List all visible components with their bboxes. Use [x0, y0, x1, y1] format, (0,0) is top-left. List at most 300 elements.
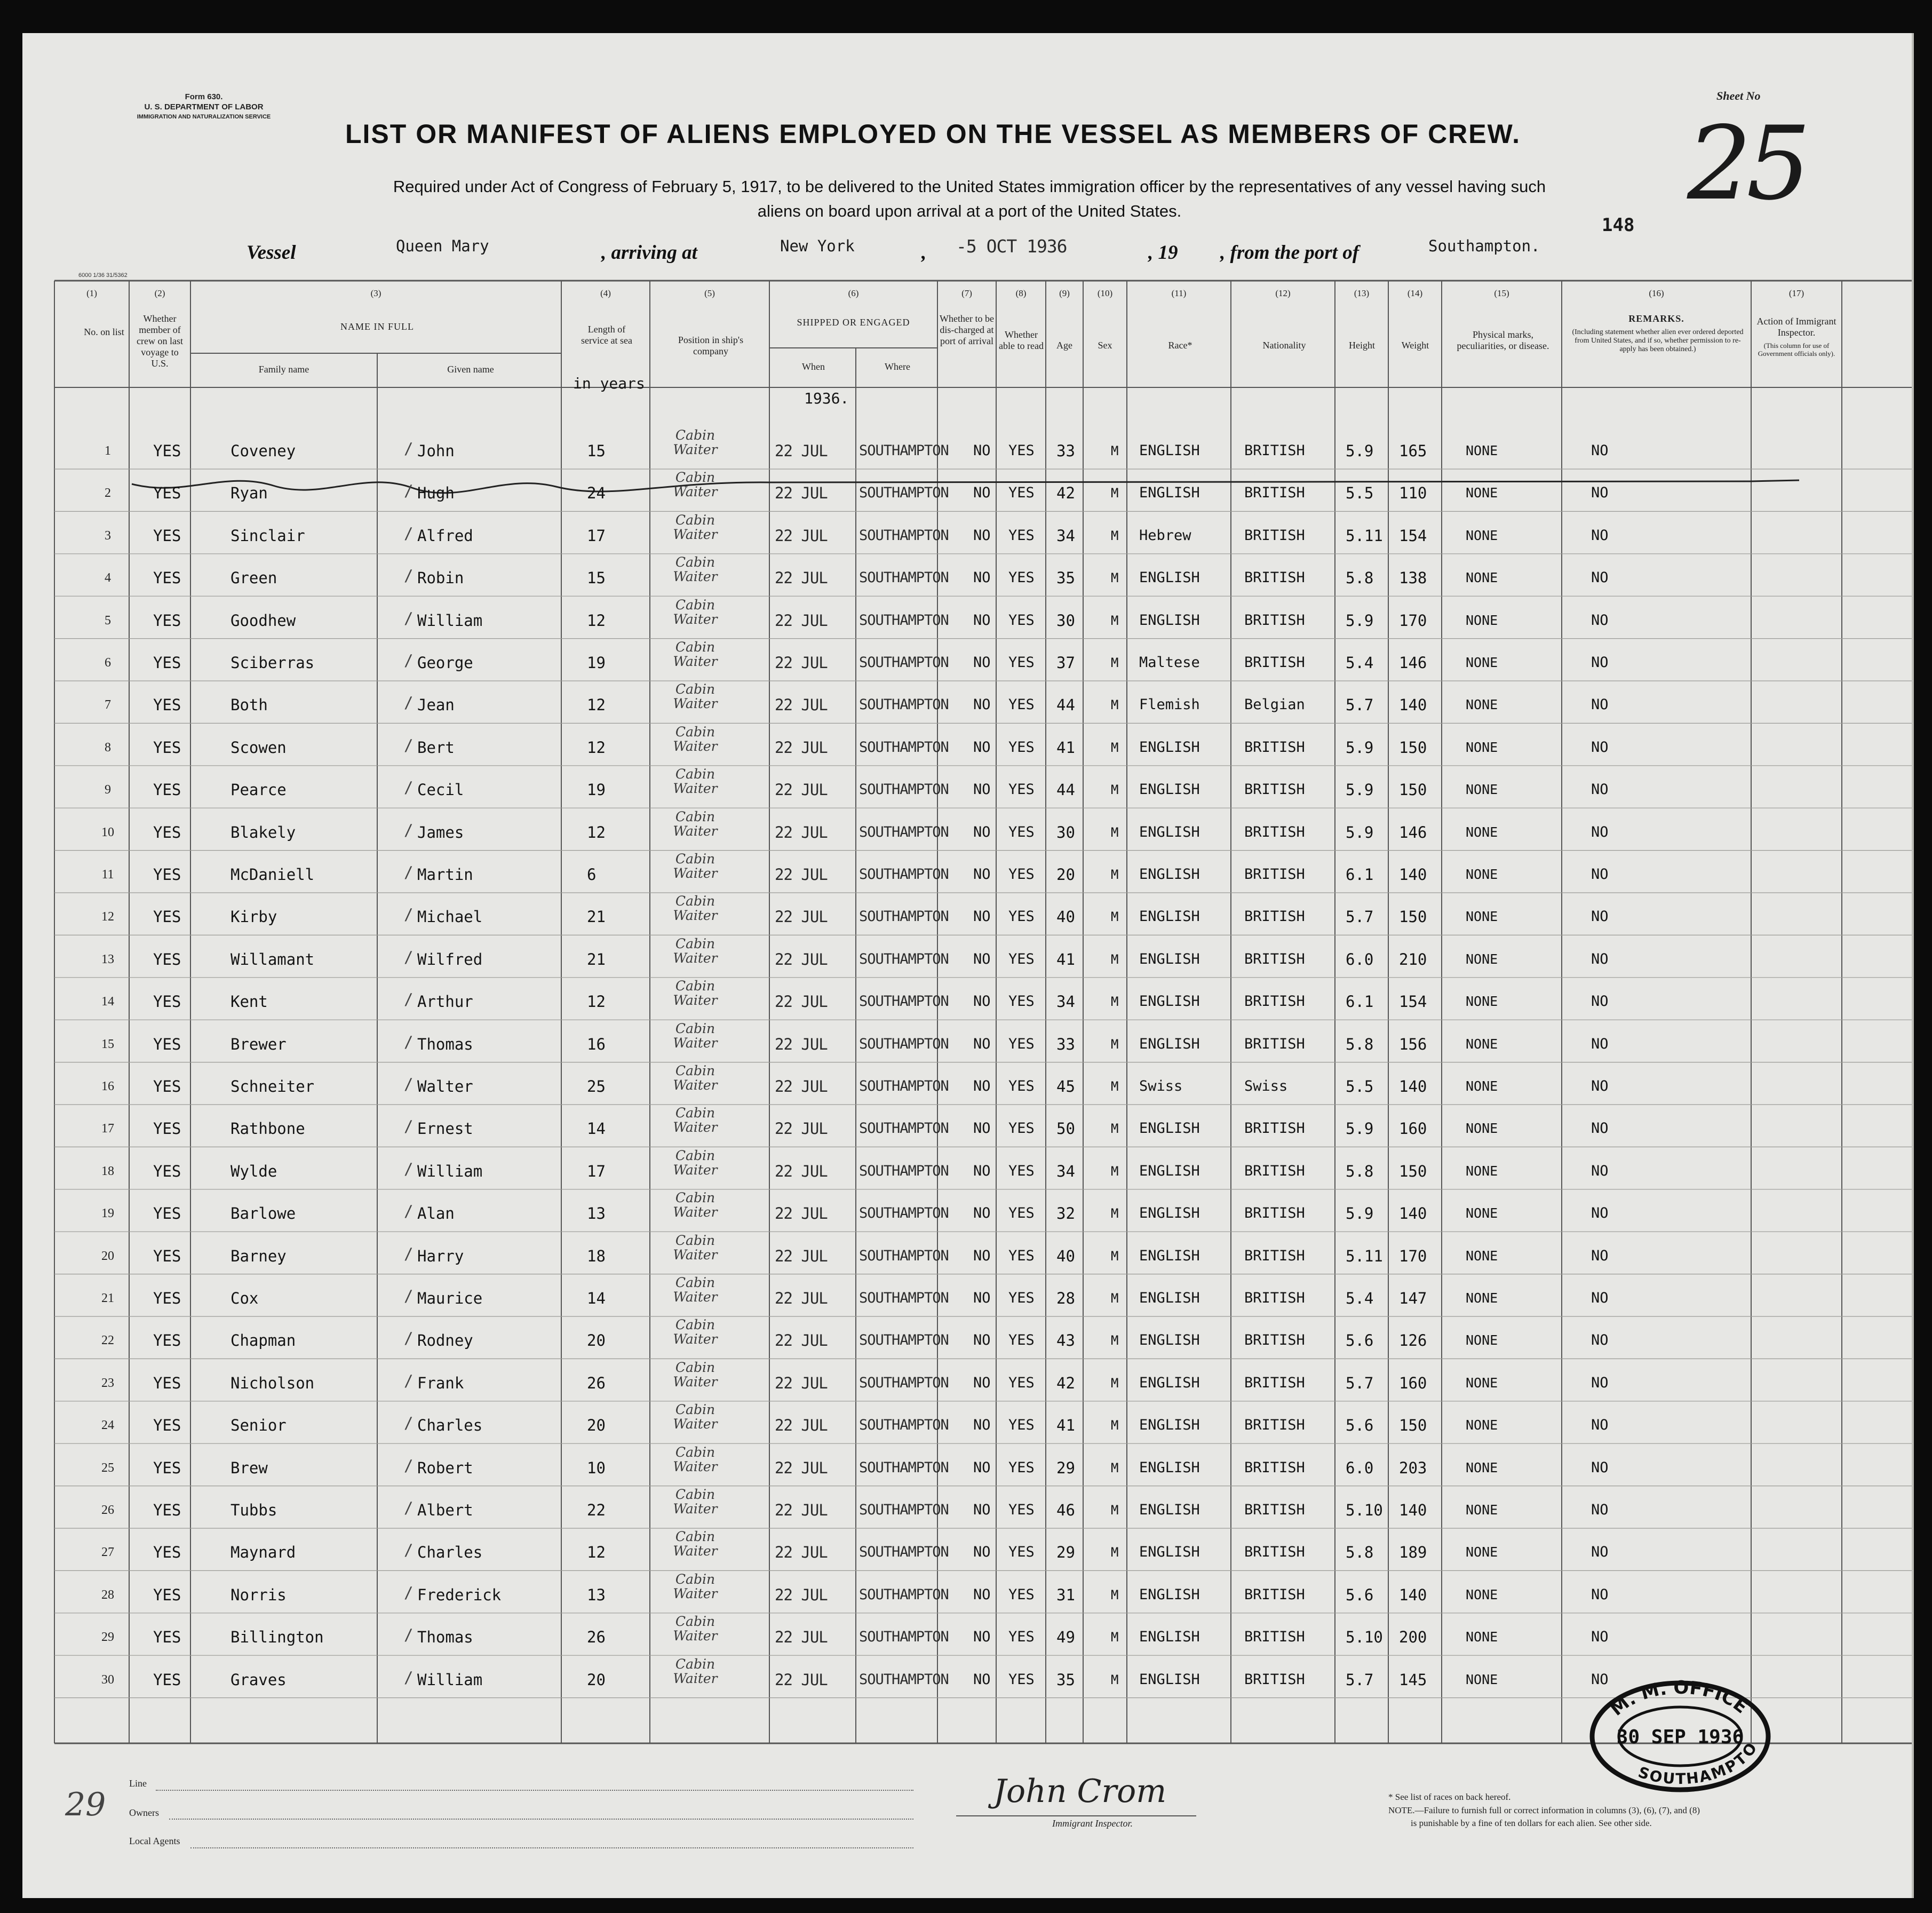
remarks-cell: NO [1591, 1290, 1609, 1306]
row-number: 26 [101, 1503, 114, 1517]
shipped-where-cell: SOUTHAMPTON [859, 1671, 949, 1688]
row-number: 13 [101, 952, 114, 966]
position-cell: Cabin Waiter [673, 766, 718, 797]
shipped-when-cell: 22 JUL [775, 696, 828, 715]
able-to-read-cell: YES [1008, 993, 1035, 1010]
shipped-when-cell: 22 JUL [775, 1035, 828, 1053]
position-cell: Cabin Waiter [673, 1190, 718, 1220]
height-cell: 5.7 [1346, 908, 1374, 926]
shipped-when-cell: 22 JUL [775, 1162, 828, 1180]
family-name-cell: Rathbone [230, 1120, 305, 1138]
shipped-when-cell: 22 JUL [775, 526, 828, 545]
shipped-when-cell: 22 JUL [775, 569, 828, 588]
weight-cell: 160 [1399, 1374, 1427, 1392]
row-number: 25 [101, 1460, 114, 1475]
shipped-when-cell: 22 JUL [775, 1416, 828, 1435]
ditto-tick: / [404, 1287, 414, 1305]
sex-cell: M [1111, 1375, 1119, 1391]
given-name-cell: Alan [417, 1204, 455, 1223]
row-number: 7 [105, 698, 111, 712]
sex-cell: M [1111, 1503, 1119, 1518]
sex-cell: M [1111, 867, 1119, 882]
age-cell: 30 [1056, 823, 1075, 842]
ditto-tick: / [404, 1583, 414, 1602]
service-years-cell: 15 [587, 442, 606, 460]
nationality-cell: BRITISH [1244, 1290, 1305, 1306]
nationality-cell: BRITISH [1244, 1502, 1305, 1518]
position-cell: Cabin Waiter [673, 1656, 718, 1686]
race-cell: ENGLISH [1139, 485, 1200, 502]
position-cell: Cabin Waiter [673, 639, 718, 669]
given-name-cell: Martin [417, 866, 473, 884]
race-cell: ENGLISH [1139, 1374, 1200, 1391]
header-previous-voyage: Whether member of crew on last voyage to U.S. [137, 313, 183, 369]
discharged-cell: NO [973, 739, 991, 756]
nationality-cell: BRITISH [1244, 442, 1305, 459]
shipped-where-cell: SOUTHAMPTON [859, 1374, 949, 1391]
header-when: When [802, 361, 825, 372]
shipped-when-cell: 22 JUL [775, 611, 828, 630]
ditto-tick: / [404, 863, 414, 882]
row-number: 5 [105, 613, 111, 628]
nationality-cell: BRITISH [1244, 1120, 1305, 1137]
weight-cell: 150 [1399, 781, 1427, 799]
position-cell: Cabin Waiter [673, 1614, 718, 1644]
header-height: Height [1349, 340, 1375, 351]
age-cell: 29 [1056, 1458, 1075, 1477]
race-cell: ENGLISH [1139, 1247, 1200, 1264]
sex-cell: M [1111, 486, 1119, 501]
weight-cell: 165 [1399, 442, 1427, 460]
shipped-where-cell: SOUTHAMPTON [859, 1586, 949, 1603]
height-cell: 5.8 [1346, 1035, 1374, 1053]
arrival-date-stamp: -5 OCT 1936 [956, 236, 1067, 257]
weight-cell: 150 [1399, 1416, 1427, 1435]
row-number: 4 [105, 571, 111, 585]
service-years-cell: 25 [587, 1077, 606, 1096]
remarks-cell: NO [1591, 569, 1609, 586]
physical-marks-cell: NONE [1466, 1671, 1498, 1687]
race-cell: Hebrew [1139, 527, 1191, 544]
remarks-cell: NO [1591, 1332, 1609, 1349]
shipped-when-cell: 22 JUL [775, 1077, 828, 1096]
weight-cell: 146 [1399, 823, 1427, 842]
race-cell: ENGLISH [1139, 569, 1200, 586]
discharged-cell: NO [973, 1502, 991, 1518]
able-to-read-cell: YES [1008, 612, 1035, 629]
discharged-cell: NO [973, 908, 991, 925]
physical-marks-cell: NONE [1466, 1078, 1498, 1094]
race-cell: ENGLISH [1139, 1332, 1200, 1349]
header-sex: Sex [1098, 340, 1112, 351]
column-number: (14) [1407, 288, 1423, 298]
position-cell: Cabin Waiter [673, 1529, 718, 1559]
sex-cell: M [1111, 1460, 1119, 1475]
previous-voyage-cell: YES [153, 442, 181, 460]
service-years-cell: 19 [587, 781, 606, 799]
service-years-cell: 14 [587, 1289, 606, 1307]
sex-cell: M [1111, 1291, 1119, 1306]
discharged-cell: NO [973, 1120, 991, 1137]
remarks-cell: NO [1591, 1459, 1609, 1476]
height-cell: 5.5 [1346, 484, 1374, 503]
remarks-cell: NO [1591, 1502, 1609, 1518]
previous-voyage-cell: YES [153, 1035, 181, 1053]
ditto-tick: / [404, 482, 414, 501]
family-name-cell: Barney [230, 1247, 287, 1265]
shipped-when-cell: 22 JUL [775, 908, 828, 926]
weight-cell: 126 [1399, 1331, 1427, 1350]
remarks-cell: NO [1591, 1035, 1609, 1052]
column-number: (7) [961, 288, 972, 298]
row-number: 29 [101, 1630, 114, 1645]
able-to-read-cell: YES [1008, 485, 1035, 502]
year-label: , 19 [1148, 242, 1178, 264]
physical-marks-cell: NONE [1466, 485, 1498, 501]
family-name-cell: Schneiter [230, 1077, 315, 1096]
position-cell: Cabin Waiter [673, 1063, 718, 1093]
remarks-cell: NO [1591, 950, 1609, 967]
sex-cell: M [1111, 951, 1119, 967]
service-years-cell: 13 [587, 1585, 606, 1604]
age-cell: 20 [1056, 866, 1075, 884]
weight-cell: 138 [1399, 569, 1427, 588]
position-cell: Cabin Waiter [673, 724, 718, 754]
previous-voyage-cell: YES [153, 1120, 181, 1138]
race-cell: ENGLISH [1139, 1120, 1200, 1137]
age-cell: 34 [1056, 993, 1075, 1011]
age-cell: 41 [1056, 1416, 1075, 1435]
position-cell: Cabin Waiter [673, 1444, 718, 1474]
ditto-tick: / [404, 609, 414, 628]
given-name-cell: Charles [417, 1543, 483, 1562]
age-cell: 44 [1056, 781, 1075, 799]
given-name-cell: Cecil [417, 781, 464, 799]
discharged-cell: NO [973, 1247, 991, 1264]
able-to-read-cell: YES [1008, 1417, 1035, 1434]
given-name-cell: Robert [417, 1458, 473, 1477]
shipped-where-cell: SOUTHAMPTON [859, 823, 949, 840]
able-to-read-cell: YES [1008, 1078, 1035, 1094]
height-cell: 5.9 [1346, 442, 1374, 460]
weight-cell: 110 [1399, 484, 1427, 503]
remarks-cell: NO [1591, 1078, 1609, 1094]
race-cell: ENGLISH [1139, 823, 1200, 840]
height-cell: 6.1 [1346, 866, 1374, 884]
service-years-cell: 26 [587, 1628, 606, 1647]
nationality-cell: BRITISH [1244, 612, 1305, 629]
shipped-where-cell: SOUTHAMPTON [859, 1459, 949, 1476]
weight-cell: 160 [1399, 1120, 1427, 1138]
family-name-cell: Brewer [230, 1035, 287, 1053]
row-number: 24 [101, 1418, 114, 1433]
previous-voyage-cell: YES [153, 908, 181, 926]
family-name-cell: Brew [230, 1458, 268, 1477]
position-cell: Cabin Waiter [673, 935, 718, 966]
given-name-cell: Wilfred [417, 950, 483, 969]
family-name-cell: Both [230, 696, 268, 715]
age-cell: 50 [1056, 1120, 1075, 1138]
physical-marks-cell: NONE [1466, 1586, 1498, 1602]
nationality-cell: BRITISH [1244, 485, 1305, 502]
discharged-cell: NO [973, 442, 991, 459]
remarks-cell: NO [1591, 1162, 1609, 1179]
column-number: (5) [704, 288, 715, 298]
header-name-in-full: NAME IN FULL [340, 321, 414, 332]
remarks-cell: NO [1591, 1120, 1609, 1137]
previous-voyage-cell: YES [153, 950, 181, 969]
discharged-cell: NO [973, 1162, 991, 1179]
race-cell: ENGLISH [1139, 950, 1200, 967]
service-years-cell: 16 [587, 1035, 606, 1053]
sheet-number-label: Sheet No [1716, 89, 1761, 102]
weight-cell: 140 [1399, 1585, 1427, 1604]
height-cell: 5.4 [1346, 654, 1374, 672]
given-name-cell: Thomas [417, 1035, 473, 1053]
sex-cell: M [1111, 1333, 1119, 1348]
physical-marks-cell: NONE [1466, 1544, 1498, 1560]
departure-port: Southampton. [1428, 237, 1540, 255]
ditto-tick: / [404, 736, 414, 755]
family-name-cell: Senior [230, 1416, 287, 1435]
given-name-cell: Rodney [417, 1331, 473, 1350]
previous-voyage-cell: YES [153, 1543, 181, 1562]
nationality-cell: BRITISH [1244, 950, 1305, 967]
able-to-read-cell: YES [1008, 1629, 1035, 1646]
physical-marks-cell: NONE [1466, 1205, 1498, 1221]
header-weight: Weight [1401, 340, 1429, 351]
sex-cell: M [1111, 782, 1119, 798]
header-remarks: REMARKS. [1628, 313, 1684, 324]
weight-cell: 150 [1399, 1162, 1427, 1180]
weight-cell: 140 [1399, 1204, 1427, 1223]
nationality-cell: BRITISH [1244, 527, 1305, 544]
able-to-read-cell: YES [1008, 696, 1035, 713]
position-cell: Cabin Waiter [673, 1232, 718, 1263]
ditto-tick: / [404, 1202, 414, 1221]
race-cell: Maltese [1139, 654, 1200, 671]
position-cell: Cabin Waiter [673, 1275, 718, 1305]
shipped-where-cell: SOUTHAMPTON [859, 993, 949, 1010]
remarks-cell: NO [1591, 1544, 1609, 1561]
ditto-tick: / [404, 1160, 414, 1178]
vessel-label: Vessel [247, 242, 296, 264]
position-cell: Cabin Waiter [673, 554, 718, 585]
agents-underline [190, 1847, 913, 1848]
header-position: Position in ship's company [678, 335, 744, 356]
physical-marks-cell: NONE [1466, 1629, 1498, 1645]
ditto-tick: / [404, 1371, 414, 1390]
physical-marks-cell: NONE [1466, 443, 1498, 458]
ditto-tick: / [404, 1329, 414, 1348]
weight-cell: 140 [1399, 1077, 1427, 1096]
position-cell: Cabin Waiter [673, 1020, 718, 1051]
remarks-cell: NO [1591, 442, 1609, 459]
shipped-when-cell: 22 JUL [775, 1585, 828, 1604]
shipped-where-cell: SOUTHAMPTON [859, 442, 949, 459]
race-cell: ENGLISH [1139, 1629, 1200, 1646]
race-cell: ENGLISH [1139, 993, 1200, 1010]
physical-marks-cell: NONE [1466, 612, 1498, 628]
previous-voyage-cell: YES [153, 1331, 181, 1350]
weight-cell: 189 [1399, 1543, 1427, 1562]
nationality-cell: BRITISH [1244, 1332, 1305, 1349]
previous-voyage-cell: YES [153, 611, 181, 630]
able-to-read-cell: YES [1008, 1459, 1035, 1476]
previous-voyage-cell: YES [153, 1628, 181, 1647]
weight-cell: 170 [1399, 611, 1427, 630]
nationality-cell: Belgian [1244, 696, 1305, 713]
family-name-cell: Green [230, 569, 277, 588]
ditto-tick: / [404, 524, 414, 543]
service-years-cell: 12 [587, 738, 606, 757]
service-years-cell: 17 [587, 1162, 606, 1180]
physical-marks-cell: NONE [1466, 1121, 1498, 1137]
from-port-label: , from the port of [1220, 242, 1359, 264]
shipped-where-cell: SOUTHAMPTON [859, 1247, 949, 1264]
position-cell: Cabin Waiter [673, 1105, 718, 1136]
position-cell: Cabin Waiter [673, 1359, 718, 1390]
physical-marks-cell: NONE [1466, 994, 1498, 1010]
header-action: Action of Immigrant Inspector. [1756, 316, 1836, 338]
able-to-read-cell: YES [1008, 1671, 1035, 1688]
shipped-where-cell: SOUTHAMPTON [859, 1332, 949, 1349]
family-name-cell: Pearce [230, 781, 287, 799]
header-family-name: Family name [258, 364, 309, 375]
family-name-cell: Willamant [230, 950, 315, 969]
height-cell: 5.8 [1346, 569, 1374, 588]
position-cell: Cabin Waiter [673, 512, 718, 542]
header-year-note: 1936. [804, 390, 849, 407]
given-name-cell: George [417, 654, 473, 672]
ditto-tick: / [404, 779, 414, 797]
able-to-read-cell: YES [1008, 1120, 1035, 1137]
discharged-cell: NO [973, 1459, 991, 1476]
able-to-read-cell: YES [1008, 1332, 1035, 1349]
family-name-cell: Wylde [230, 1162, 277, 1180]
discharged-cell: NO [973, 569, 991, 586]
family-name-cell: Goodhew [230, 611, 296, 630]
height-cell: 5.5 [1346, 1077, 1374, 1096]
discharged-cell: NO [973, 1078, 991, 1094]
family-name-cell: Billington [230, 1628, 324, 1647]
shipped-where-cell: SOUTHAMPTON [859, 1035, 949, 1052]
service-years-cell: 20 [587, 1331, 606, 1350]
row-number: 2 [105, 486, 111, 501]
inspector-signature: John Crom [993, 1773, 1167, 1810]
ditto-tick: / [404, 1499, 414, 1517]
stamp-port-text: SOUTHAMPTO [1636, 1740, 1761, 1788]
sheet-number: 25 [1687, 105, 1806, 223]
remarks-cell: NO [1591, 908, 1609, 925]
given-name-cell: Arthur [417, 993, 473, 1011]
nationality-cell: BRITISH [1244, 1162, 1305, 1179]
service-years-cell: 14 [587, 1120, 606, 1138]
ditto-tick: / [404, 1033, 414, 1051]
given-name-cell: William [417, 1162, 483, 1180]
discharged-cell: NO [973, 1671, 991, 1688]
height-cell: 5.6 [1346, 1416, 1374, 1435]
header-race: Race* [1168, 340, 1192, 351]
height-cell: 5.6 [1346, 1331, 1374, 1350]
position-cell: Cabin Waiter [673, 1317, 718, 1347]
family-name-cell: Kirby [230, 908, 277, 926]
physical-marks-cell: NONE [1466, 527, 1498, 543]
race-cell: ENGLISH [1139, 612, 1200, 629]
age-cell: 34 [1056, 1162, 1075, 1180]
shipped-where-cell: SOUTHAMPTON [859, 1417, 949, 1434]
owners-label: Owners [129, 1807, 159, 1818]
previous-voyage-cell: YES [153, 738, 181, 757]
subtitle-line-1: Required under Act of Congress of February 5, 1917, to be delivered to the United States immigration officer by the representatives of any vessel having such [393, 177, 1546, 196]
nationality-cell: BRITISH [1244, 1544, 1305, 1561]
weight-cell: 170 [1399, 1247, 1427, 1265]
service-years-cell: 12 [587, 611, 606, 630]
position-cell: Cabin Waiter [673, 1487, 718, 1517]
row-number: 8 [105, 740, 111, 755]
previous-voyage-cell: YES [153, 1289, 181, 1307]
able-to-read-cell: YES [1008, 823, 1035, 840]
sex-cell: M [1111, 1418, 1119, 1433]
discharged-cell: NO [973, 1586, 991, 1603]
weight-cell: 140 [1399, 1501, 1427, 1519]
family-name-cell: Graves [230, 1670, 287, 1689]
header-in-years: in years [573, 375, 645, 392]
nationality-cell: BRITISH [1244, 1629, 1305, 1646]
row-number: 30 [101, 1672, 114, 1687]
discharged-cell: NO [973, 696, 991, 713]
discharged-cell: NO [973, 823, 991, 840]
age-cell: 37 [1056, 654, 1075, 672]
height-cell: 5.9 [1346, 781, 1374, 799]
service-years-cell: 13 [587, 1204, 606, 1223]
discharged-cell: NO [973, 1035, 991, 1052]
column-number: (15) [1494, 288, 1509, 298]
print-code: 6000 1/36 31/5362 [78, 272, 128, 279]
shipped-where-cell: SOUTHAMPTON [859, 527, 949, 544]
race-cell: ENGLISH [1139, 1035, 1200, 1052]
column-number: (1) [86, 288, 97, 298]
given-name-cell: Hugh [417, 484, 455, 503]
position-cell: Cabin Waiter [673, 808, 718, 839]
discharged-cell: NO [973, 950, 991, 967]
remarks-cell: NO [1591, 1417, 1609, 1434]
shipped-where-cell: SOUTHAMPTON [859, 485, 949, 502]
sex-cell: M [1111, 1121, 1119, 1137]
service-years-cell: 20 [587, 1670, 606, 1689]
given-name-cell: Thomas [417, 1628, 473, 1647]
ditto-tick: / [404, 440, 414, 458]
age-cell: 35 [1056, 569, 1075, 588]
able-to-read-cell: YES [1008, 1544, 1035, 1561]
previous-voyage-cell: YES [153, 1585, 181, 1604]
comma: , [921, 242, 927, 264]
column-number: (12) [1275, 288, 1291, 298]
stamp-date: 30 SEP 1936 [1616, 1726, 1744, 1748]
position-cell: Cabin Waiter [673, 1147, 718, 1178]
weight-cell: 147 [1399, 1289, 1427, 1307]
column-number: (10) [1097, 288, 1113, 298]
shipped-where-cell: SOUTHAMPTON [859, 950, 949, 967]
row-number: 19 [101, 1206, 114, 1221]
age-cell: 44 [1056, 696, 1075, 715]
race-cell: ENGLISH [1139, 781, 1200, 798]
position-cell: Cabin Waiter [673, 1402, 718, 1432]
vessel-name: Queen Mary [396, 237, 489, 255]
position-cell: Cabin Waiter [673, 597, 718, 627]
sex-cell: M [1111, 824, 1119, 840]
service-years-cell: 12 [587, 993, 606, 1011]
